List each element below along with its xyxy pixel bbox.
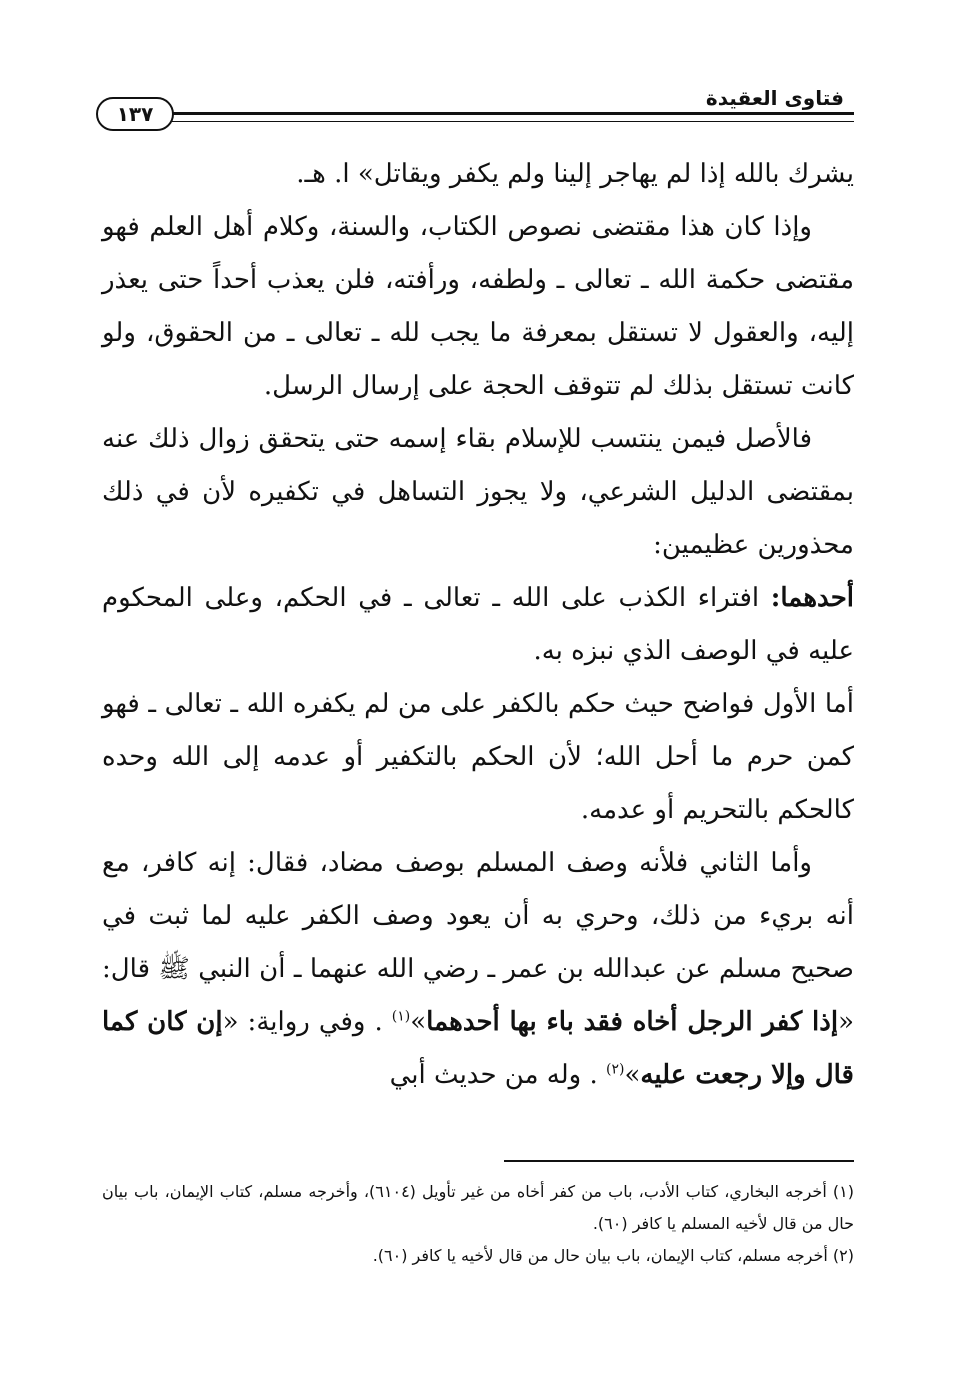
hadith-quote: إن كان كما قال وإلا رجعت عليه	[102, 1007, 854, 1090]
main-text	[102, 148, 854, 1102]
paragraph-text: . وله من حديث أبي	[389, 1060, 606, 1090]
paragraph	[102, 572, 854, 678]
paragraph: وإذا كان هذا مقتضى نصوص الكتاب، والسنة، وكلام أهل العلم فهو مقتضى حكمة الله ـ تعالى ـ ولطفه، ورأفته، فلن يعذب أحداً حتى يعذر إليه، والعقول لا تستقل بمعرفة ما يجب لله ـ تعالى ـ من الحقوق، ولو كانت تستقل بذلك لم تتوقف الحجة على إرسال الرسل.	[102, 212, 854, 401]
running-header-title: فتاوى العقيدة	[705, 86, 844, 110]
footnotes	[102, 1176, 854, 1272]
header-rule	[172, 112, 854, 122]
footnote-divider	[504, 1160, 854, 1162]
footnote-ref: (١)	[391, 1008, 411, 1025]
footnote-ref: (٢)	[605, 1061, 625, 1078]
footnote: (١) أخرجه البخاري، كتاب الأدب، باب من كفر أخاه من غير تأويل (٦١٠٤)، وأخرجه مسلم، كتاب الإيمان، باب بيان حال من قال لأخيه المسلم يا كافر (٦٠).	[102, 1182, 854, 1233]
paragraph: أما الأول فواضح حيث حكم بالكفر على من لم يكفره الله ـ تعالى ـ فهو كمن حرم ما أحل الله؛ لأن الحكم بالتكفير أو عدمه إلى الله وحده كالحكم بالتحريم أو عدمه.	[102, 689, 854, 825]
hadith-quote: إذا كفر الرجل أخاه فقد باء بها أحدهما	[426, 1007, 839, 1037]
paragraph-text: افتراء الكذب على الله ـ تعالى ـ في الحكم، وعلى المحكوم عليه في الوصف الذي نبزه به.	[102, 583, 854, 666]
quote-close: »	[624, 1060, 641, 1090]
paragraph-text: وأما الثاني فلأنه وصف المسلم بوصف مضاد، فقال: إنه كافر، مع أنه بريء من ذلك، وحري به أن يعود وصف الكفر عليه لما ثبت في صحيح مسلم عن عبدالله بن عمر ـ رضي الله عنهما ـ أن النبي ﷺ قال: «	[102, 848, 854, 1037]
paragraph	[102, 837, 854, 1102]
paragraph: يشرك بالله إذا لم يهاجر إلينا ولم يكفر ويقاتل» ا. هـ.	[296, 159, 854, 189]
paragraph-text: . وفي رواية: «	[222, 1007, 392, 1037]
quote-close: »	[410, 1007, 427, 1037]
page-number: ١٣٧	[96, 97, 174, 131]
paragraph-lead: أحدهما:	[770, 583, 854, 613]
footnote: (٢) أخرجه مسلم، كتاب الإيمان، باب بيان حال من قال لأخيه يا كافر (٦٠).	[372, 1246, 854, 1265]
paragraph: فالأصل فيمن ينتسب للإسلام بقاء إسمه حتى يتحقق زوال ذلك عنه بمقتضى الدليل الشرعي، ولا يجوز التساهل في تكفيره لأن في ذلك محذورين عظيمين:	[102, 424, 854, 560]
